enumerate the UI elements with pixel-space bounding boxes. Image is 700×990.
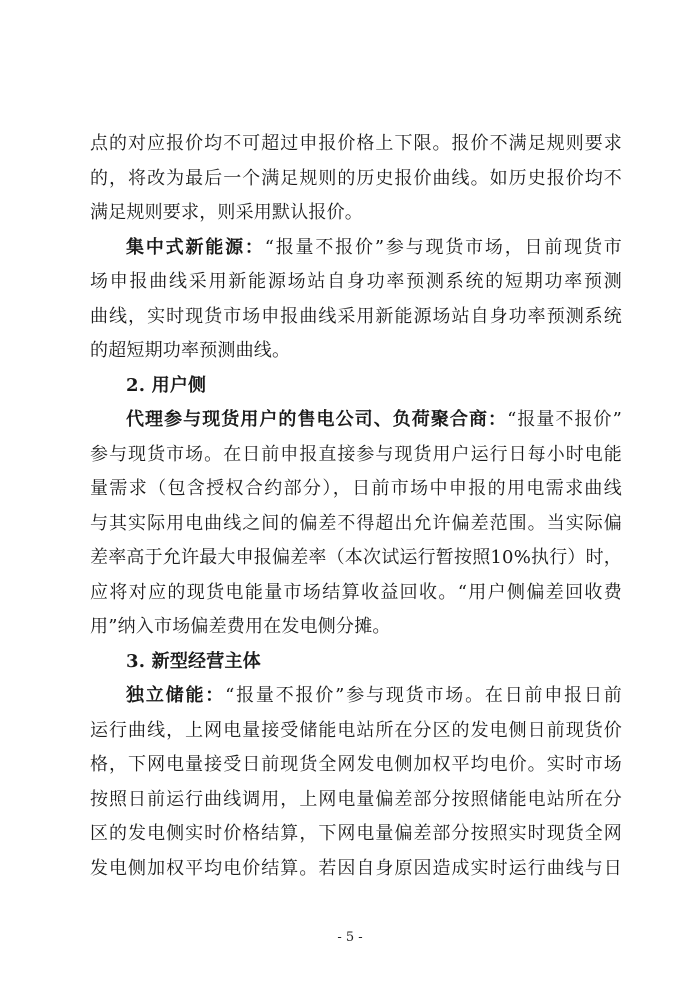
paragraph-first-line [90, 679, 622, 714]
section-heading: 2. 用户侧 [126, 374, 207, 396]
section-heading: 3. 新型经营主体 [126, 650, 261, 672]
text-line: 按照日前运行曲线调用，上网电量偏差部分按照储能电站所在分 [90, 788, 622, 810]
text-line: 应将对应的现货电能量市场结算收益回收。“用户侧偏差回收费 [90, 581, 622, 603]
text-line: 区的发电侧实时价格结算，下网电量偏差部分按照实时现货全网 [90, 823, 622, 844]
text-line: 场申报曲线采用新能源场站自身功率预测系统的短期功率预测 [90, 271, 622, 292]
page-number: - 5 - [337, 930, 363, 945]
text-line: 点的对应报价均不可超过申报价格上下限。报价不满足规则要求 [90, 133, 622, 154]
text-line: 满足规则要求，则采用默认报价。 [90, 202, 363, 223]
text-line: 参与现货市场。在日前申报直接参与现货用户运行日每小时电能 [90, 443, 622, 465]
text-line: 的超短期功率预测曲线。 [90, 340, 291, 361]
document-body [90, 127, 622, 886]
paragraph-lead: 集中式新能源： [126, 236, 265, 258]
text-line: 格，下网电量接受日前现货全网发电侧加权平均电价。实时市场 [90, 754, 622, 775]
text-line: 发电侧加权平均电价结算。若因自身原因造成实时运行曲线与日 [90, 857, 622, 879]
text-line: 用”纳入市场偏差费用在发电侧分摊。 [90, 616, 391, 637]
paragraph-lead: 独立储能： [126, 685, 226, 706]
paragraph-first-line [90, 403, 622, 438]
text-line: 量需求（包含授权合约部分），日前市场中申报的用电需求曲线 [90, 478, 622, 499]
text-span: “报量不报价”参与现货市场。在日前申报日前 [225, 685, 622, 706]
text-line: 曲线，实时现货市场申报曲线采用新能源场站自身功率预测系统 [90, 305, 622, 327]
text-line: 差率高于允许最大申报偏差率（本次试运行暂按照10%执行）时， [90, 547, 623, 568]
text-span: “报量不报价” [507, 409, 623, 430]
text-line: 的，将改为最后一个满足规则的历史报价曲线。如历史报价均不 [90, 167, 622, 189]
text-span: “报量不报价”参与现货市场，日前现货市 [264, 236, 623, 258]
paragraph-lead: 代理参与现货用户的售电公司、负荷聚合商： [126, 409, 508, 430]
text-line: 运行曲线，上网电量接受储能电站所在分区的发电侧日前现货价 [90, 719, 622, 741]
text-line: 与其实际用电曲线之间的偏差不得超出允许偏差范围。当实际偏 [90, 512, 622, 534]
paragraph-first-line [90, 231, 622, 266]
